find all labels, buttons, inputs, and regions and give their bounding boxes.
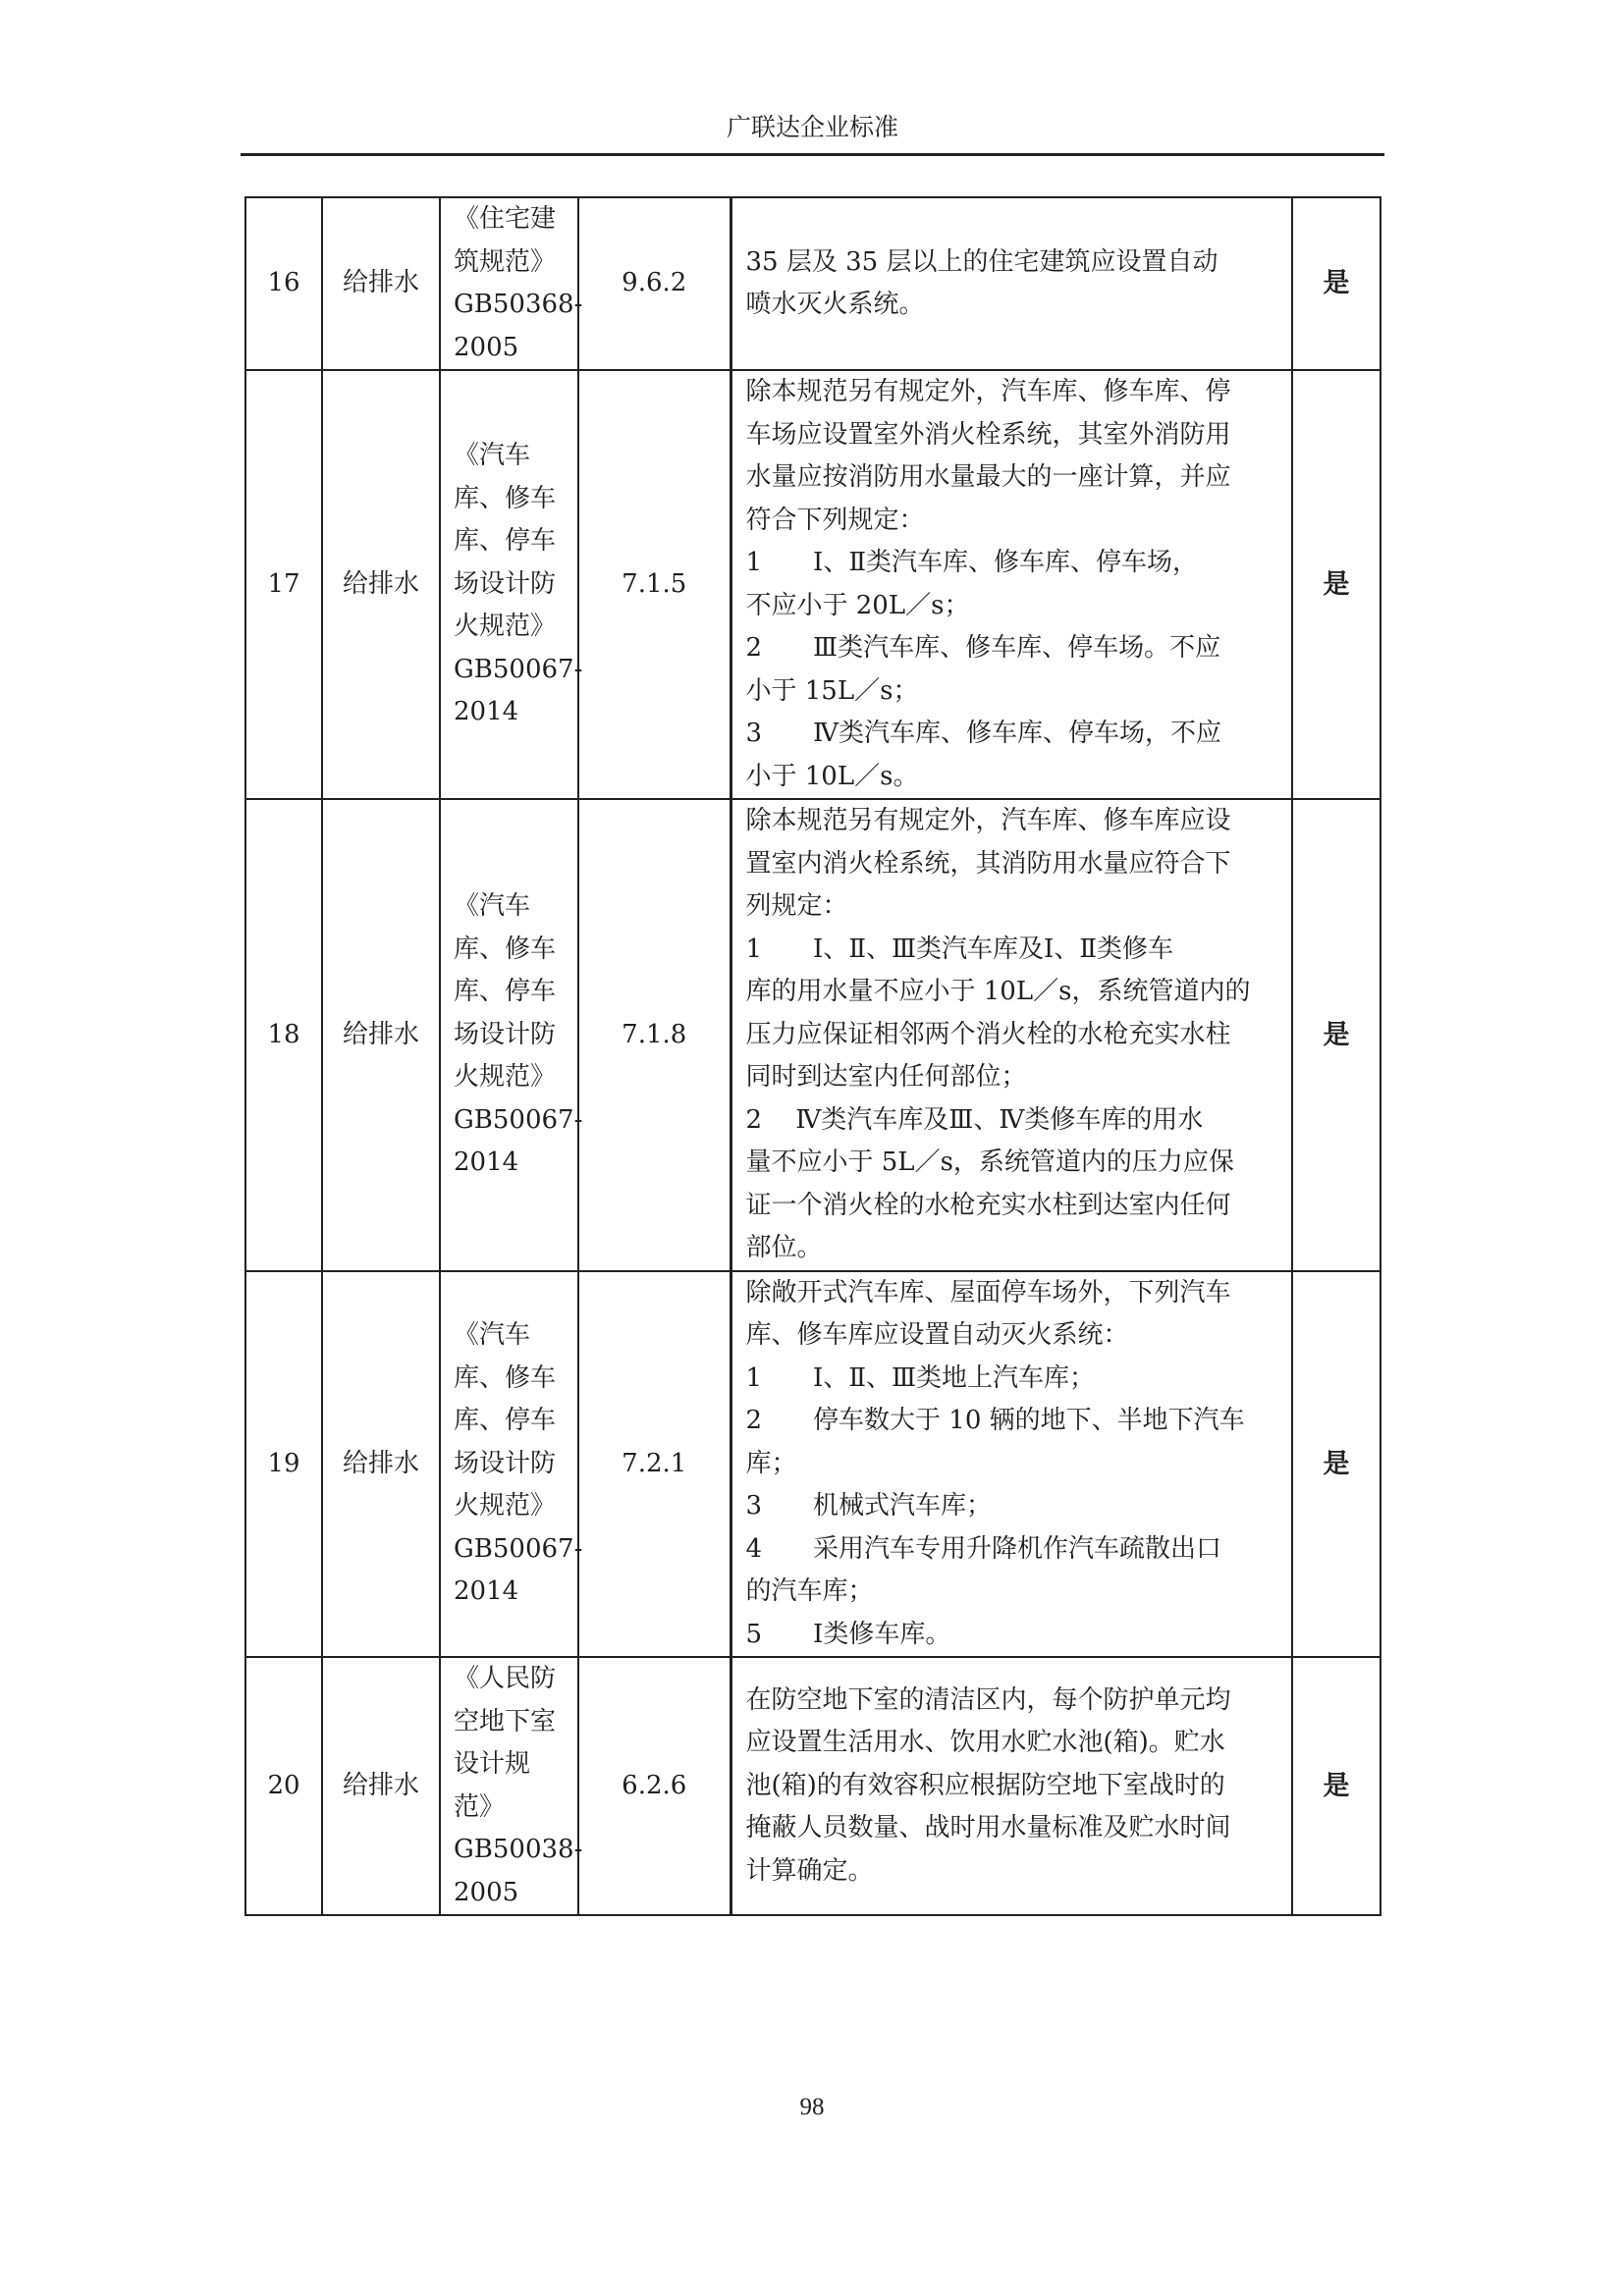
content-line: 不应小于 20L／s； bbox=[745, 590, 970, 620]
row-standard bbox=[440, 799, 583, 1271]
row-clause: 6.2.6 bbox=[578, 1657, 731, 1915]
content-line: 2 Ⅲ类汽车库、修车库、停车场。不应 bbox=[745, 633, 1221, 663]
row-discipline: 给排水 bbox=[322, 1657, 440, 1915]
content-line: 2 Ⅳ类汽车库及Ⅲ、Ⅳ类修车库的用水 bbox=[745, 1104, 1204, 1135]
row-discipline: 给排水 bbox=[322, 1271, 440, 1658]
row-mandatory: 是 bbox=[1292, 1271, 1380, 1658]
standard-line: 库、修车 bbox=[454, 934, 557, 964]
table-row bbox=[245, 197, 1380, 370]
standard-line: 空地下室 bbox=[454, 1706, 557, 1736]
content-line: 库的用水量不应小于 10L／s，系统管道内的 bbox=[745, 977, 1251, 1006]
row-number: 19 bbox=[245, 1271, 322, 1658]
standard-line: 火规范》 bbox=[454, 1062, 557, 1092]
content-line: 库； bbox=[745, 1448, 797, 1478]
table-row bbox=[245, 1271, 1380, 1658]
content-line: 库、修车库应设置自动灭火系统： bbox=[745, 1320, 1129, 1350]
row-content bbox=[731, 799, 1292, 1271]
content-line: 掩蔽人员数量、战时用水量标准及贮水时间 bbox=[745, 1813, 1231, 1843]
row-clause: 7.2.1 bbox=[578, 1271, 731, 1658]
standard-line: 场设计防 bbox=[454, 568, 557, 599]
content-line: 3 Ⅳ类汽车库、修车库、停车场，不应 bbox=[745, 719, 1222, 748]
content-line: 除敞开式汽车库、屋面停车场外，下列汽车 bbox=[745, 1277, 1231, 1308]
content-line: 应设置生活用水、饮用水贮水池(箱)。贮水 bbox=[745, 1728, 1225, 1758]
standard-line: GB50038- bbox=[454, 1835, 583, 1864]
row-content bbox=[731, 370, 1292, 799]
standard-line: 2014 bbox=[454, 1148, 519, 1177]
content-line: 同时到达室内任何部位； bbox=[745, 1062, 1027, 1092]
standard-line: 库、停车 bbox=[454, 977, 557, 1006]
standard-line: GB50368- bbox=[454, 290, 583, 319]
standard-line: GB50067- bbox=[454, 1533, 583, 1564]
content-line: 35 层及 35 层以上的住宅建筑应设置自动 bbox=[745, 246, 1218, 277]
header-title: 广联达企业标准 bbox=[726, 113, 898, 141]
row-content bbox=[731, 1657, 1292, 1915]
row-number: 20 bbox=[245, 1657, 322, 1915]
row-clause: 9.6.2 bbox=[578, 197, 731, 370]
content-line: 部位。 bbox=[745, 1233, 823, 1262]
standard-line: 《住宅建 bbox=[454, 204, 557, 234]
content-line: 小于 15L／s； bbox=[745, 675, 919, 706]
row-number: 16 bbox=[245, 197, 322, 370]
content-line: 的汽车库； bbox=[745, 1576, 874, 1606]
row-mandatory: 是 bbox=[1292, 1657, 1380, 1915]
content-line: 5 Ⅰ类修车库。 bbox=[745, 1619, 951, 1649]
standard-line: 设计规 bbox=[454, 1749, 531, 1779]
standard-line: 2014 bbox=[454, 697, 519, 727]
standard-line: GB50067- bbox=[454, 1104, 583, 1135]
content-line: 4 采用汽车专用升降机作汽车疏散出口 bbox=[745, 1533, 1222, 1564]
standard-line: 2014 bbox=[454, 1576, 519, 1606]
content-line: 车场应设置室外消火栓系统，其室外消防用 bbox=[745, 419, 1231, 450]
page-header bbox=[241, 108, 1384, 156]
row-standard bbox=[440, 370, 583, 799]
row-standard bbox=[440, 197, 583, 370]
row-standard bbox=[440, 1271, 583, 1658]
content-line: 压力应保证相邻两个消火栓的水枪充实水柱 bbox=[745, 1019, 1231, 1049]
standard-line: 《汽车 bbox=[454, 441, 531, 471]
content-line: 在防空地下室的清洁区内，每个防护单元均 bbox=[745, 1684, 1231, 1715]
row-number: 17 bbox=[245, 370, 322, 799]
content-line: 除本规范另有规定外，汽车库、修车库、停 bbox=[745, 377, 1231, 406]
standard-line: 2005 bbox=[454, 1877, 519, 1907]
standard-line: 库、停车 bbox=[454, 1406, 557, 1435]
row-mandatory: 是 bbox=[1292, 197, 1380, 370]
content-line: 量不应小于 5L／s，系统管道内的压力应保 bbox=[745, 1148, 1234, 1177]
standard-line: 范》 bbox=[454, 1791, 506, 1822]
standard-line: 2005 bbox=[454, 332, 519, 362]
row-mandatory: 是 bbox=[1292, 799, 1380, 1271]
row-content bbox=[731, 1271, 1292, 1658]
standard-line: 场设计防 bbox=[454, 1019, 557, 1049]
content-line: 小于 10L／s。 bbox=[745, 761, 919, 791]
row-number: 18 bbox=[245, 799, 322, 1271]
content-line: 置室内消火栓系统，其消防用水量应符合下 bbox=[745, 848, 1231, 879]
content-line: 池(箱)的有效容积应根据防空地下室战时的 bbox=[745, 1770, 1225, 1800]
standard-line: 场设计防 bbox=[454, 1448, 557, 1478]
standard-line: 库、修车 bbox=[454, 483, 557, 513]
standard-line: 库、停车 bbox=[454, 526, 557, 557]
table-row bbox=[245, 370, 1380, 799]
standard-line: 《人民防 bbox=[454, 1664, 557, 1693]
table-row bbox=[245, 799, 1380, 1271]
page-number: 98 bbox=[799, 2094, 825, 2120]
row-discipline: 给排水 bbox=[322, 197, 440, 370]
clause-table-body bbox=[245, 197, 1380, 1915]
standard-line: 《汽车 bbox=[454, 891, 531, 921]
content-line: 1 Ⅰ、Ⅱ、Ⅲ类汽车库及Ⅰ、Ⅱ类修车 bbox=[745, 934, 1174, 964]
content-line: 喷水灭火系统。 bbox=[745, 290, 925, 319]
row-standard bbox=[440, 1657, 583, 1915]
row-clause: 7.1.8 bbox=[578, 799, 731, 1271]
content-line: 水量应按消防用水量最大的一座计算，并应 bbox=[745, 462, 1231, 492]
row-clause: 7.1.5 bbox=[578, 370, 731, 799]
content-line: 2 停车数大于 10 辆的地下、半地下汽车 bbox=[745, 1406, 1245, 1435]
standard-line: 《汽车 bbox=[454, 1320, 531, 1350]
row-discipline: 给排水 bbox=[322, 370, 440, 799]
content-line: 列规定： bbox=[745, 891, 848, 921]
standard-line: 筑规范》 bbox=[454, 246, 557, 277]
content-line: 3 机械式汽车库； bbox=[745, 1491, 993, 1521]
standard-line: 库、修车 bbox=[454, 1362, 557, 1393]
row-discipline: 给排水 bbox=[322, 799, 440, 1271]
standard-line: GB50067- bbox=[454, 654, 583, 684]
row-mandatory: 是 bbox=[1292, 370, 1380, 799]
content-line: 证一个消火栓的水枪充实水柱到达室内任何 bbox=[745, 1190, 1231, 1220]
clause-table bbox=[244, 196, 1381, 1916]
standard-line: 火规范》 bbox=[454, 612, 557, 642]
table-row bbox=[245, 1657, 1380, 1915]
content-line: 1 Ⅰ、Ⅱ、Ⅲ类地上汽车库； bbox=[745, 1362, 1096, 1393]
content-line: 符合下列规定： bbox=[745, 505, 925, 535]
row-content bbox=[731, 197, 1292, 370]
content-line: 计算确定。 bbox=[745, 1855, 874, 1886]
content-line: 除本规范另有规定外，汽车库、修车库应设 bbox=[745, 806, 1231, 835]
content-line: 1 Ⅰ、Ⅱ类汽车库、修车库、停车场， bbox=[745, 548, 1198, 577]
standard-line: 火规范》 bbox=[454, 1491, 557, 1521]
